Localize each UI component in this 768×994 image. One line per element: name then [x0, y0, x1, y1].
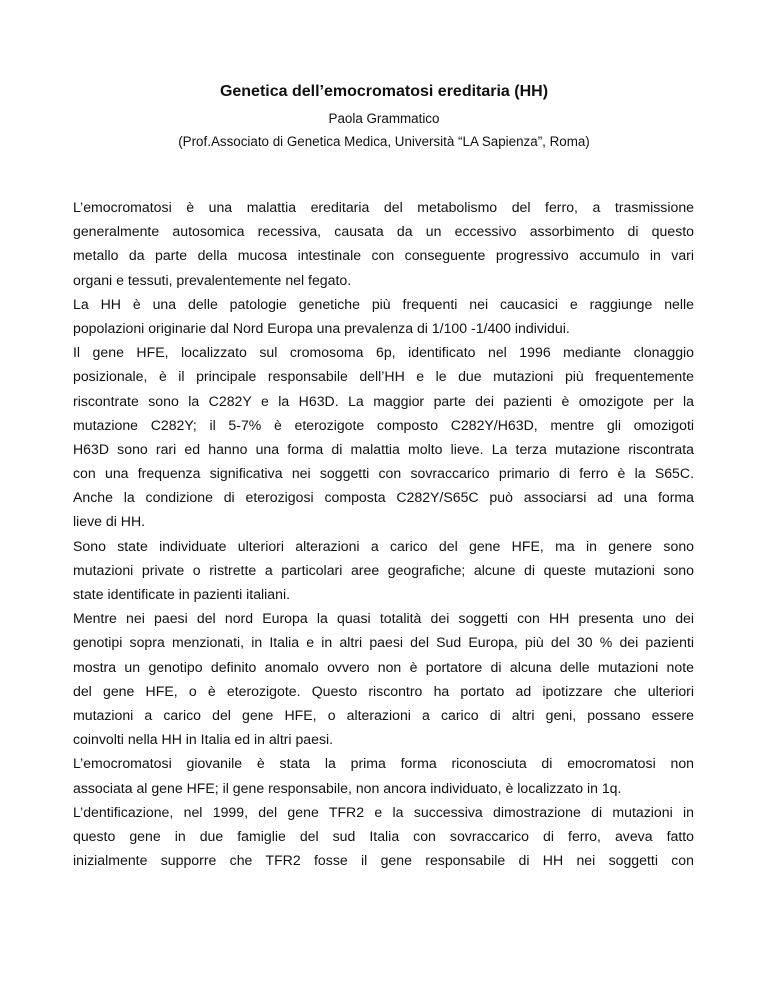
- text-line: Anche la condizione di eterozigosi composta C282Y/S65C può associarsi ad una forma: [73, 489, 694, 506]
- text-line: metallo da parte della mucosa intestinale con conseguente progressivo accumulo in vari: [73, 247, 694, 264]
- text-line: questo gene in due famiglie del sud Italia con sovraccarico di ferro, aveva fatto: [73, 827, 694, 844]
- text-line: posizionale, è il principale responsabile dell’HH e le due mutazioni più frequentemente: [73, 368, 694, 385]
- text-line: L’emocromatosi giovanile è stata la prima forma riconosciuta di emocromatosi non: [73, 755, 694, 772]
- text-line: generalmente autosomica recessiva, causata da un eccessivo assorbimento di questo: [73, 223, 694, 240]
- text-line: mutazioni private o ristrette a particolari aree geografiche; alcune di queste mutazioni sono: [73, 561, 694, 578]
- text-line: con una frequenza significativa nei soggetti con sovraccarico primario di ferro è la S65C.: [73, 465, 694, 482]
- text-line: lieve di HH.: [73, 513, 146, 530]
- text-line: Mentre nei paesi del nord Europa la quasi totalità dei soggetti con HH presenta uno dei: [73, 610, 694, 627]
- text-line: Sono state individuate ulteriori alterazioni a carico del gene HFE, ma in genere sono: [73, 537, 694, 554]
- body-text: [73, 195, 694, 872]
- document-title: Genetica dell’emocromatosi ereditaria (HH): [219, 83, 549, 100]
- text-line: associata al gene HFE; il gene responsabile, non ancora individuato, è localizzato in 1q.: [73, 779, 622, 796]
- text-line: coinvolti nella HH in Italia ed in altri paesi.: [73, 731, 334, 748]
- text-line: riscontrate sono la C282Y e la H63D. La maggior parte dei pazienti è omozigote per la: [73, 392, 694, 409]
- text-line: mutazioni a carico del gene HFE, o alterazioni a carico di altri geni, possano essere: [73, 706, 694, 723]
- text-line: La HH è una delle patologie genetiche più frequenti nei caucasici e raggiunge nelle: [73, 295, 694, 312]
- text-line: Il gene HFE, localizzato sul cromosoma 6p, identificato nel 1996 mediante clonaggio: [73, 344, 694, 361]
- text-line: del gene HFE, o è eterozigote. Questo riscontro ha portato ad ipotizzare che ulteriori: [73, 682, 694, 699]
- text-line: organi e tessuti, prevalentemente nel fegato.: [73, 271, 352, 288]
- text-line: popolazioni originarie dal Nord Europa una prevalenza di 1/100 -1/400 individui.: [73, 319, 570, 336]
- text-line: mostra un genotipo definito anomalo ovvero non è portatore di alcuna delle mutazioni note: [73, 658, 694, 675]
- text-line: state identificate in pazienti italiani.: [73, 586, 291, 602]
- text-line: genotipi sopra menzionati, in Italia e in altri paesi del Sud Europa, più del 30 % dei pazienti: [73, 634, 694, 651]
- text-line: L’dentificazione, nel 1999, del gene TFR2 e la successiva dimostrazione di mutazioni in: [73, 803, 694, 820]
- text-line: H63D sono rari ed hanno una forma di malattia molto lieve. La terza mutazione riscontrata: [73, 440, 694, 457]
- text-line: mutazione C282Y; il 5-7% è eterozigote composto C282Y/H63D, mentre gli omozigoti: [73, 416, 694, 433]
- author-affiliation: (Prof.Associato di Genetica Medica, Università “LA Sapienza”, Roma): [178, 134, 590, 149]
- text-line: L’emocromatosi è una malattia ereditaria del metabolismo del ferro, a trasmissione: [73, 199, 694, 215]
- text-line: inizialmente supporre che TFR2 fosse il gene responsabile di HH nei soggetti con: [73, 852, 694, 869]
- author-name: Paola Grammatico: [328, 111, 440, 126]
